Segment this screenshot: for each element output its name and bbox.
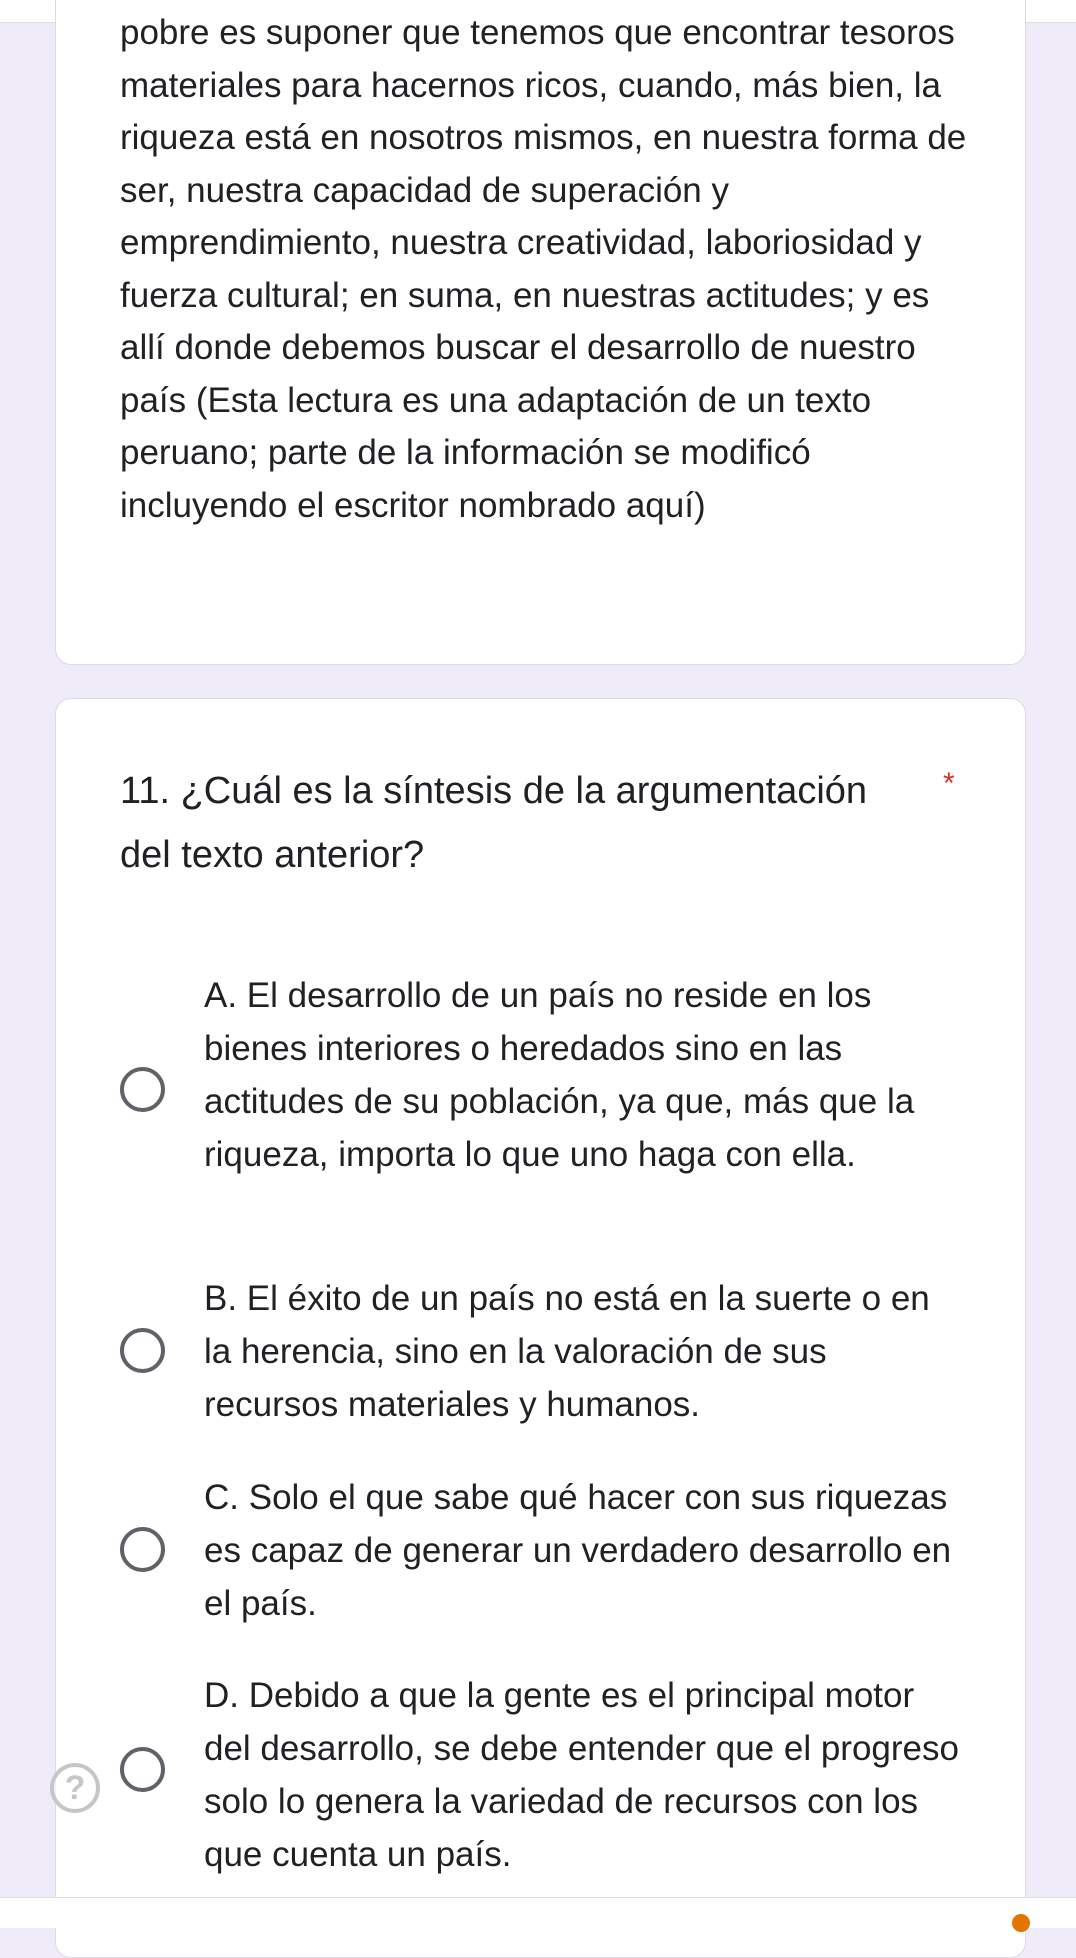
option-b[interactable] [120,1272,980,1432]
status-dot-icon [1012,1914,1030,1932]
radio-button-icon[interactable] [120,1328,165,1373]
option-d[interactable] [120,1669,980,1884]
radio-button-icon[interactable] [120,1747,165,1792]
bottom-bar [0,1897,1076,1928]
required-asterisk: * [943,767,955,800]
option-label[interactable]: D. Debido a que la gente es el principal motor del desarrollo, se debe entender que el progreso solo lo genera la variedad de recursos con los que cuenta un país. [204,1676,959,1874]
passage-text: pobre es suponer que tenemos que encontrar tesoros materiales para hacernos ricos, cuando, más bien, la riqueza está en nosotros mismos, en nuestra forma de ser, nuestra capacidad de superación y emprendimiento, nuestra creatividad, laboriosidad y fuerza cultural; en suma, en nuestras actitudes; y es allí donde debemos buscar el desarrollo de nuestro país (Esta lectura es una adaptación de un texto peruano; parte de la información se modificó incluyendo el escritor nombrado aquí) [120,13,967,525]
option-c[interactable] [120,1471,980,1631]
radio-button-icon[interactable] [120,1527,165,1572]
question-title: 11. ¿Cuál es la síntesis de la argumentación del texto anterior? [120,770,868,876]
radio-button-icon[interactable] [120,1067,165,1112]
help-icon[interactable]: ? [50,1763,100,1813]
option-label[interactable]: B. El éxito de un país no está en la suerte o en la herencia, sino en la valoración de sus recursos materiales y humanos. [204,1279,930,1424]
question-card [55,698,1026,1958]
passage-card [55,0,1026,665]
option-a[interactable] [120,969,980,1209]
option-label[interactable]: C. Solo el que sabe qué hacer con sus riquezas es capaz de generar un verdadero desarrollo en el país. [204,1478,952,1623]
option-label[interactable]: A. El desarrollo de un país no reside en los bienes interiores o heredados sino en las actitudes de su población, ya que, más que la riqueza, importa lo que uno haga con ella. [204,976,915,1174]
